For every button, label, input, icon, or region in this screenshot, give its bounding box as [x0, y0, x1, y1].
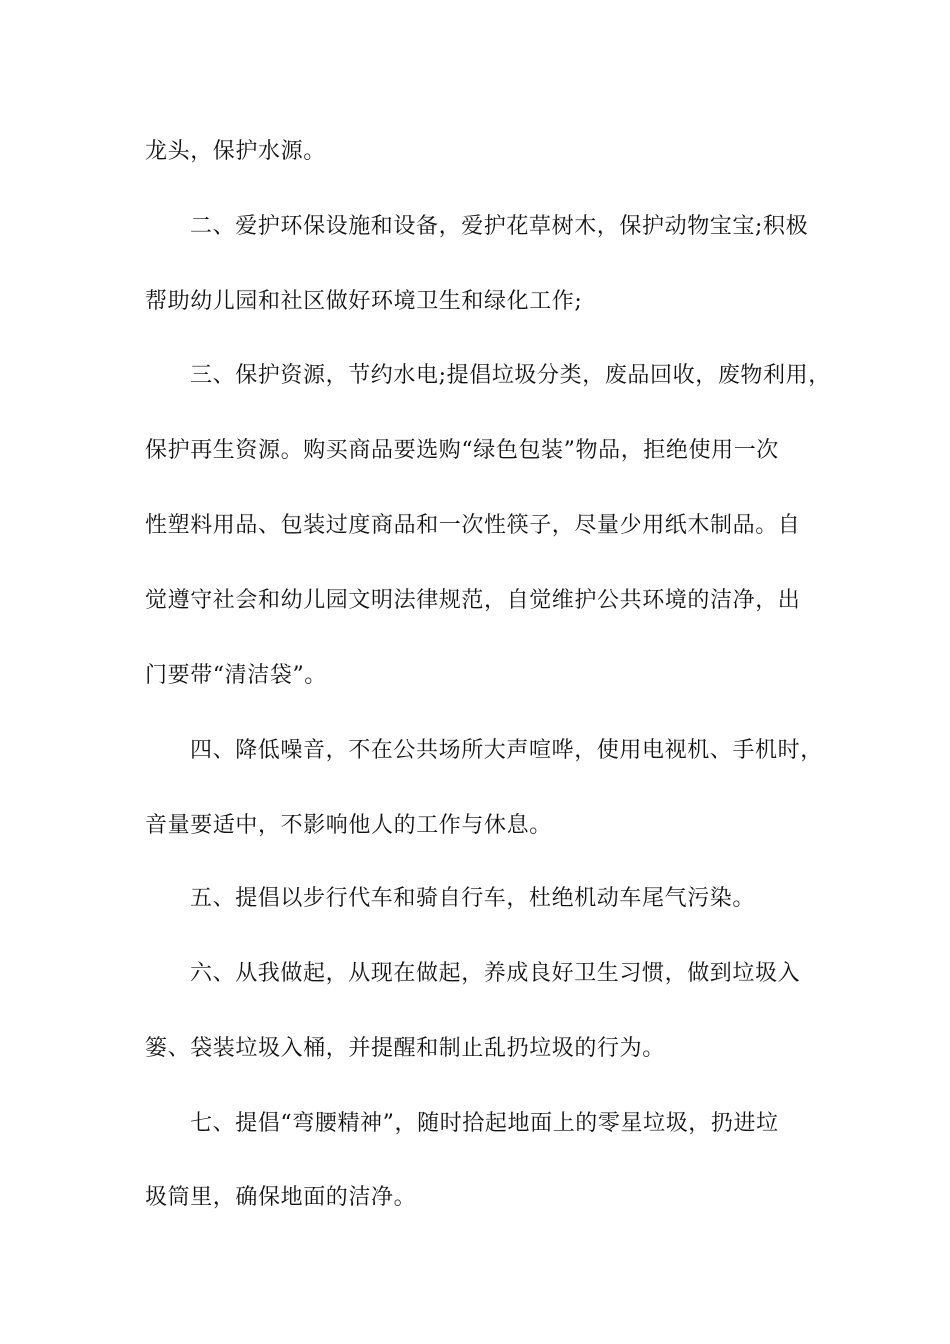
text-line: 七、提倡“弯腰精神”，随时拾起地面上的零星垃圾，扔进垃 — [190, 1111, 779, 1136]
text-line: 篓、袋装垃圾入桶，并提醒和制止乱扔垃圾的行为。 — [145, 1036, 665, 1061]
text-line: 觉遵守社会和幼儿园文明法律规范，自觉维护公共环境的洁净，出 — [145, 588, 801, 613]
text-line: 性塑料用品、包装过度商品和一次性筷子，尽量少用纸木制品。自 — [145, 513, 801, 538]
text-line: 保护再生资源。购买商品要选购“绿色包装”物品，拒绝使用一次 — [145, 438, 779, 463]
text-line: 五、提倡以步行代车和骑自行车，杜绝机动车尾气污染。 — [190, 886, 756, 911]
text-line: 圾筒里，确保地面的洁净。 — [145, 1185, 417, 1210]
text-line: 六、从我做起，从现在做起，养成良好卫生习惯，做到垃圾入 — [190, 961, 801, 986]
text-line: 四、降低噪音，不在公共场所大声喧哗，使用电视机、手机时， — [190, 738, 823, 763]
text-line: 二、爱护环保设施和设备，爱护花草树木，保护动物宝宝;积极 — [190, 214, 809, 239]
text-line: 三、保护资源，节约水电;提倡垃圾分类，废品回收，废物利用， — [190, 363, 831, 388]
text-line: 音量要适中，不影响他人的工作与休息。 — [145, 813, 552, 838]
text-line: 门要带“清洁袋”。 — [145, 663, 327, 688]
text-line: 帮助幼儿园和社区做好环境卫生和绿化工作; — [145, 289, 583, 314]
text-line: 龙头，保护水源。 — [145, 139, 326, 164]
